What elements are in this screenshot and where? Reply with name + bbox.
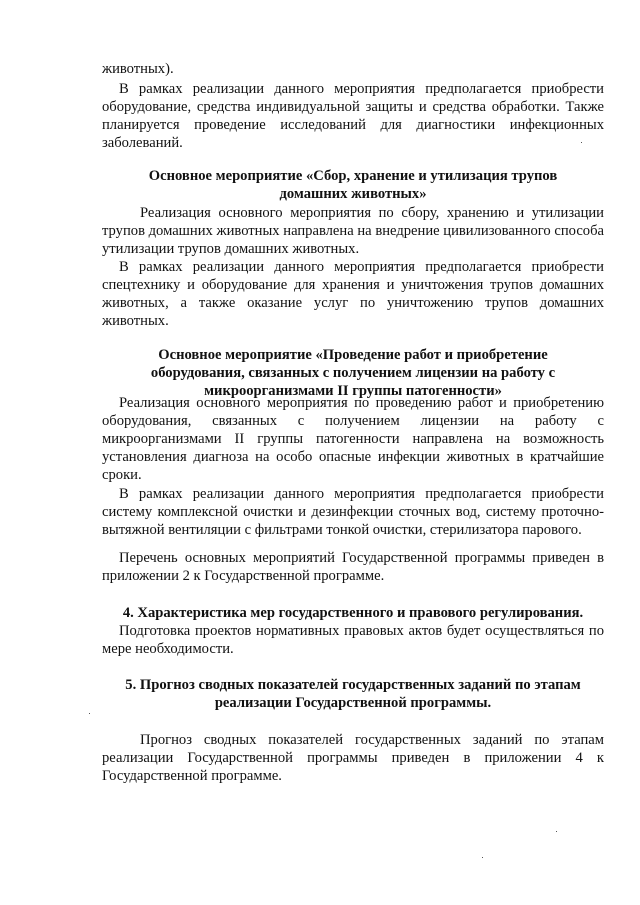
scan-speck (556, 831, 557, 832)
scan-speck (482, 857, 483, 858)
heading-license-pathogens: Основное мероприятие «Проведение работ и приобретение оборудования, связанных с получением лицензии на работу с микроорганизмами II группы патогенности» (150, 347, 556, 400)
paragraph-equipment: В рамках реализации данного мероприятия предполагается приобрести оборудование, средства индивидуальной защиты и средства обработки. Также планируется проведение исследований для диагностики инфекционных заболеваний. (102, 81, 604, 152)
paragraph-activities-list: Перечень основных мероприятий Государственной программы приведен в приложении 2 к Государственной программе. (102, 550, 604, 585)
heading-carcass-disposal: Основное мероприятие «Сбор, хранение и утилизация трупов домашних животных» (148, 168, 558, 203)
paragraph-carcass-disposal: Реализация основного мероприятия по сбору, хранению и утилизации трупов домашних животных направлена на внедрение цивилизованного способа утилизации трупов домашних животных. (102, 205, 604, 258)
heading-section-4: 4. Характеристика мер государственного и правового регулирования. (122, 605, 584, 621)
heading-section-5: 5. Прогноз сводных показателей государственных заданий по этапам реализации Государственной программы. (125, 677, 581, 712)
paragraph-continuation: животных). (102, 61, 174, 77)
paragraph-special-equipment: В рамках реализации данного мероприятия предполагается приобрести спецтехнику и оборудование для хранения и уничтожения трупов домашних животных, а также оказание услуг по уничтожению трупов домашних животных. (102, 259, 604, 330)
paragraph-purification-system: В рамках реализации данного мероприятия предполагается приобрести систему комплексной очистки и дезинфекции сточных вод, систему проточно-вытяжной вентиляции с фильтрами тонкой очистки, стерилизатора парового. (102, 486, 604, 539)
paragraph-forecast: Прогноз сводных показателей государственных заданий по этапам реализации Государственной программы приведен в приложении 4 к Государственной программе. (102, 732, 604, 785)
scan-speck (89, 713, 90, 714)
paragraph-regulation: Подготовка проектов нормативных правовых актов будет осуществляться по мере необходимости. (102, 623, 604, 658)
scan-speck (581, 142, 582, 143)
paragraph-license-pathogens: Реализация основного мероприятия по проведению работ и приобретению оборудования, связанных с получением лицензии на работу с микроорганизмами II группы патогенности направлена на возможность установления диагноза на особо опасные инфекции животных в кратчайшие сроки. (102, 395, 604, 484)
